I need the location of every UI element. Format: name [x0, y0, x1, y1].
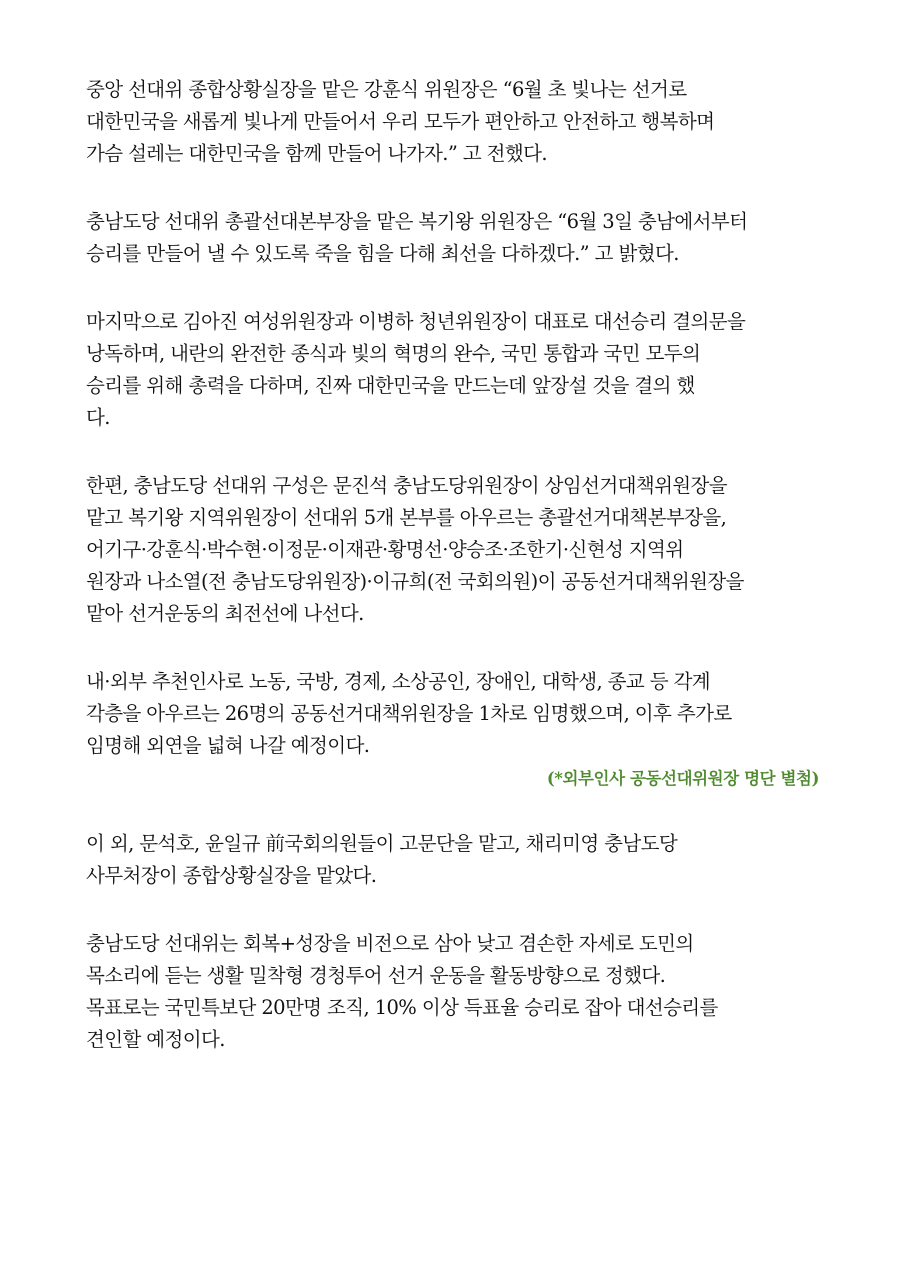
paragraph-kang-hoon-sik-quote [86, 74, 819, 170]
text-line: 어기구·강훈식·박수현·이정문·이재관·황명선·양승조·조한기·신현성 지역위 [86, 538, 684, 561]
text-line: 임명해 외연을 넓혀 나갈 예정이다. [86, 734, 370, 757]
text-line: 한편, 충남도당 선대위 구성은 문진석 충남도당위원장이 상임선거대책위원장을 [86, 474, 728, 497]
text-line: 충남도당 선대위 총괄선대본부장을 맡은 복기왕 위원장은 “6월 3일 충남에서부터 [86, 210, 748, 233]
text-line: 사무처장이 종합상황실장을 맡았다. [86, 864, 377, 887]
paragraph-spacer [86, 630, 819, 666]
text-line: 견인할 예정이다. [86, 1028, 225, 1051]
text-line: 목소리에 듣는 생활 밀착형 경청투어 선거 운동을 활동방향으로 정했다. [86, 964, 666, 987]
paragraph-spacer [86, 170, 819, 206]
text-line: 가슴 설레는 대한민국을 함께 만들어 나가자.” 고 전했다. [86, 142, 547, 165]
text-line: 승리를 위해 총력을 다하며, 진짜 대한민국을 만드는데 앞장설 것을 결의 했 [86, 374, 695, 397]
paragraph-bok-ki-wang-quote [86, 206, 819, 270]
paragraph-committee-composition [86, 470, 819, 630]
text-line: 목표로는 국민특보단 20만명 조직, 10% 이상 득표율 승리로 잡아 대선승리를 [86, 996, 718, 1019]
text-line: 이 외, 문석호, 윤일규 前국회의원들이 고문단을 맡고, 채리미영 충남도당 [86, 832, 678, 855]
text-line: 중앙 선대위 종합상황실장을 맡은 강훈식 위원장은 “6월 초 빛나는 선거로 [86, 78, 687, 101]
text-line: 맡고 복기왕 지역위원장이 선대위 5개 본부를 아우르는 총괄선거대책본부장을, [86, 506, 727, 529]
text-line: 승리를 만들어 낼 수 있도록 죽을 힘을 다해 최선을 다하겠다.” 고 밝혔다. [86, 242, 679, 265]
paragraph-spacer [86, 892, 819, 928]
text-line: 다. [86, 406, 110, 429]
text-line: 원장과 나소열(전 충남도당위원장)·이규희(전 국회의원)이 공동선거대책위원장을 [86, 570, 744, 593]
paragraph-external-appointees [86, 666, 819, 762]
text-line: 내·외부 추천인사로 노동, 국방, 경제, 소상공인, 장애인, 대학생, 종교 등 각계 [86, 670, 711, 693]
text-line: 충남도당 선대위는 회복+성장을 비전으로 삼아 낮고 겸손한 자세로 도민의 [86, 932, 694, 955]
paragraph-resolution [86, 306, 819, 434]
paragraph-vision-goals [86, 928, 819, 1056]
paragraph-spacer [86, 270, 819, 306]
text-line: 각층을 아우르는 26명의 공동선거대책위원장을 1차로 임명했으며, 이후 추가로 [86, 702, 732, 725]
paragraph-spacer [86, 434, 819, 470]
text-line: 마지막으로 김아진 여성위원장과 이병하 청년위원장이 대표로 대선승리 결의문을 [86, 310, 746, 333]
attachment-note: (*외부인사 공동선대위원장 명단 별첨) [546, 769, 819, 788]
text-line: 맡아 선거운동의 최전선에 나선다. [86, 602, 364, 625]
text-line: 낭독하며, 내란의 완전한 종식과 빛의 혁명의 완수, 국민 통합과 국민 모두의 [86, 342, 701, 365]
text-line: 대한민국을 새롭게 빛나게 만들어서 우리 모두가 편안하고 안전하고 행복하며 [86, 110, 715, 133]
paragraph-spacer [86, 792, 819, 828]
paragraph-advisors [86, 828, 819, 892]
